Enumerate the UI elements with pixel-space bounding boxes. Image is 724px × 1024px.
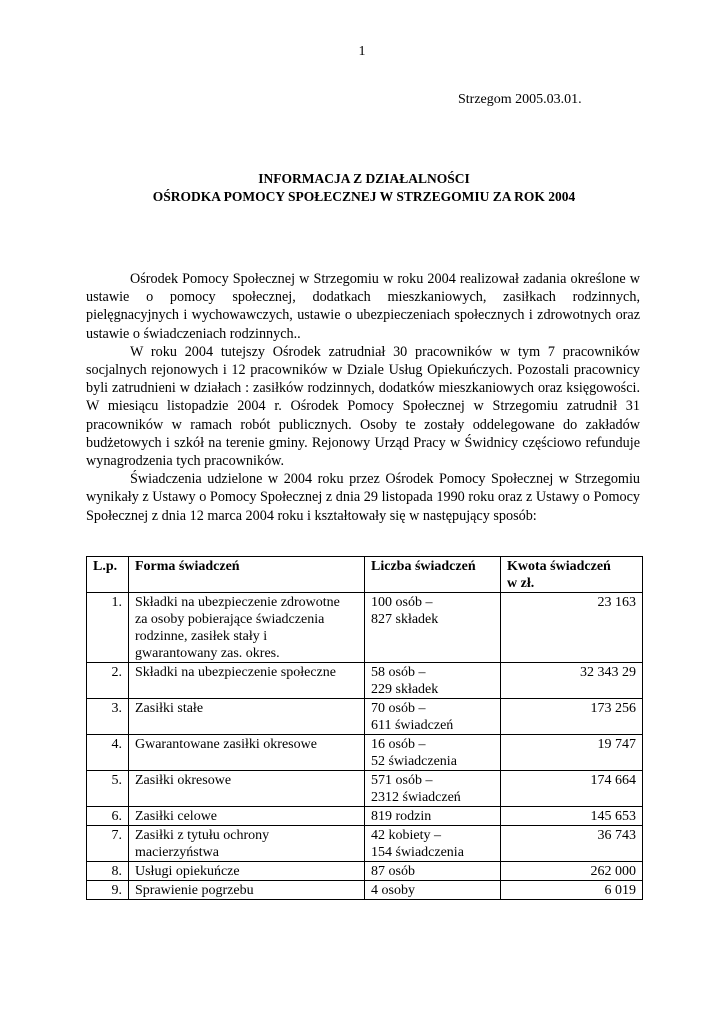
cell-form — [129, 881, 365, 900]
cell-count-line: 70 osób – — [371, 701, 426, 716]
cell-count-line: 154 świadczenia — [371, 845, 464, 860]
header-amount-line-1: Kwota świadczeń — [507, 559, 611, 574]
cell-form-line: za osoby pobierające świadczenia — [135, 612, 325, 627]
cell-lp: 3. — [87, 699, 129, 735]
cell-count — [365, 735, 501, 771]
cell-amount: 23 163 — [501, 593, 643, 663]
table-row — [87, 862, 643, 881]
table-row — [87, 735, 643, 771]
cell-lp: 2. — [87, 663, 129, 699]
cell-lp: 1. — [87, 593, 129, 663]
title-line-1: INFORMACJA Z DZIAŁALNOŚCI — [258, 171, 470, 186]
cell-count-line: 229 składek — [371, 682, 439, 697]
table-row — [87, 881, 643, 900]
cell-form-line: Gwarantowane zasiłki okresowe — [135, 737, 317, 752]
cell-amount: 262 000 — [501, 862, 643, 881]
table-row — [87, 771, 643, 807]
cell-lp: 5. — [87, 771, 129, 807]
benefits-table — [86, 556, 643, 900]
place-date: Strzegom 2005.03.01. — [458, 92, 582, 107]
table-header-row — [87, 557, 643, 593]
cell-count — [365, 593, 501, 663]
paragraph-2: W roku 2004 tutejszy Ośrodek zatrudniał 30 pracowników w tym 7 pracowników socjalnych rejonowych i 12 pracowników w Dziale Usług Opiekuńczych. Pozostali pracownicy byli zatrudnieni w działach : zasiłków rodzinnych, dodatków mieszkaniowych oraz księgowości. W miesiącu listopadzie 2004 r. Ośrodek Pomocy Społecznej w Strzegomiu zatrudnił 31 pracowników w ramach robót publicznych. Osoby te zostały oddelegowane do zakładów budżetowych i szkół na terenie gminy. Rejonowy Urząd Pracy w Świdnicy częściowo refunduje wynagrodzenia tych pracowników. — [86, 343, 640, 470]
cell-form-line: Zasiłki z tytułu ochrony — [135, 828, 270, 843]
cell-form — [129, 735, 365, 771]
cell-amount: 174 664 — [501, 771, 643, 807]
cell-count — [365, 807, 501, 826]
cell-lp: 7. — [87, 826, 129, 862]
document-title — [86, 170, 642, 206]
cell-lp: 6. — [87, 807, 129, 826]
cell-count-line: 16 osób – — [371, 737, 426, 752]
cell-count — [365, 663, 501, 699]
cell-count — [365, 771, 501, 807]
cell-amount: 32 343 29 — [501, 663, 643, 699]
cell-form — [129, 699, 365, 735]
cell-form-line: Usługi opiekuńcze — [135, 864, 240, 879]
table-row — [87, 663, 643, 699]
table-body — [87, 593, 643, 900]
paragraph-1: Ośrodek Pomocy Społecznej w Strzegomiu w roku 2004 realizował zadania określone w ustawie o pomocy społecznej, dodatkach mieszkaniowych, zasiłkach rodzinnych, pielęgnacyjnych i wychowawczych, ustawie o ubezpieczeniach społecznych i zdrowotnych oraz ustawie o świadczeniach rodzinnych.. — [86, 271, 640, 342]
title-line-2: OŚRODKA POMOCY SPOŁECZNEJ W STRZEGOMIU ZA ROK 2004 — [152, 189, 576, 204]
cell-count-line: 819 rodzin — [371, 809, 432, 824]
paragraph-3: Świadczenia udzielone w 2004 roku przez Ośrodek Pomocy Społecznej w Strzegomiu wynikały z Ustawy o Pomocy Społecznej z dnia 29 listopada 1990 roku oraz z Ustawy o Pomocy Społecznej z dnia 12 marca 2004 roku i kształtowały się w następujący sposób: — [86, 471, 640, 524]
cell-count-line: 4 osoby — [371, 883, 415, 898]
cell-form — [129, 771, 365, 807]
page-number: 1 — [358, 44, 366, 59]
cell-form — [129, 826, 365, 862]
cell-count — [365, 862, 501, 881]
cell-form-line: Zasiłki stałe — [135, 701, 204, 716]
cell-form-line: Zasiłki celowe — [135, 809, 218, 824]
cell-count-line: 2312 świadczeń — [371, 790, 461, 805]
cell-count-line: 87 osób — [371, 864, 415, 879]
table-row — [87, 699, 643, 735]
header-amount — [501, 557, 643, 593]
cell-form-line: rodzinne, zasiłek stały i — [135, 629, 268, 644]
cell-amount: 36 743 — [501, 826, 643, 862]
cell-lp: 8. — [87, 862, 129, 881]
cell-count-line: 100 osób – — [371, 595, 433, 610]
cell-form-line: Składki na ubezpieczenie zdrowotne — [135, 595, 340, 610]
table-row — [87, 807, 643, 826]
cell-lp: 9. — [87, 881, 129, 900]
header-count: Liczba świadczeń — [365, 557, 501, 593]
header-lp: L.p. — [87, 557, 129, 593]
cell-amount: 173 256 — [501, 699, 643, 735]
cell-form-line: Sprawienie pogrzebu — [135, 883, 254, 898]
body-text — [86, 270, 640, 525]
cell-form — [129, 663, 365, 699]
header-amount-line-2: w zł. — [507, 576, 535, 591]
cell-form-line: Składki na ubezpieczenie społeczne — [135, 665, 336, 680]
cell-count — [365, 699, 501, 735]
cell-count-line: 827 składek — [371, 612, 439, 627]
cell-count-line: 571 osób – — [371, 773, 433, 788]
header-form: Forma świadczeń — [129, 557, 365, 593]
table-row — [87, 593, 643, 663]
cell-form-line: gwarantowany zas. okres. — [135, 646, 280, 661]
cell-form-line: Zasiłki okresowe — [135, 773, 232, 788]
cell-count — [365, 881, 501, 900]
cell-amount: 145 653 — [501, 807, 643, 826]
cell-form — [129, 862, 365, 881]
cell-amount: 6 019 — [501, 881, 643, 900]
cell-count-line: 58 osób – — [371, 665, 426, 680]
cell-form-line: macierzyństwa — [135, 845, 219, 860]
cell-count-line: 611 świadczeń — [371, 718, 454, 733]
cell-amount: 19 747 — [501, 735, 643, 771]
cell-count — [365, 826, 501, 862]
cell-form — [129, 593, 365, 663]
table-row — [87, 826, 643, 862]
cell-form — [129, 807, 365, 826]
cell-count-line: 52 świadczenia — [371, 754, 457, 769]
cell-lp: 4. — [87, 735, 129, 771]
cell-count-line: 42 kobiety – — [371, 828, 441, 843]
